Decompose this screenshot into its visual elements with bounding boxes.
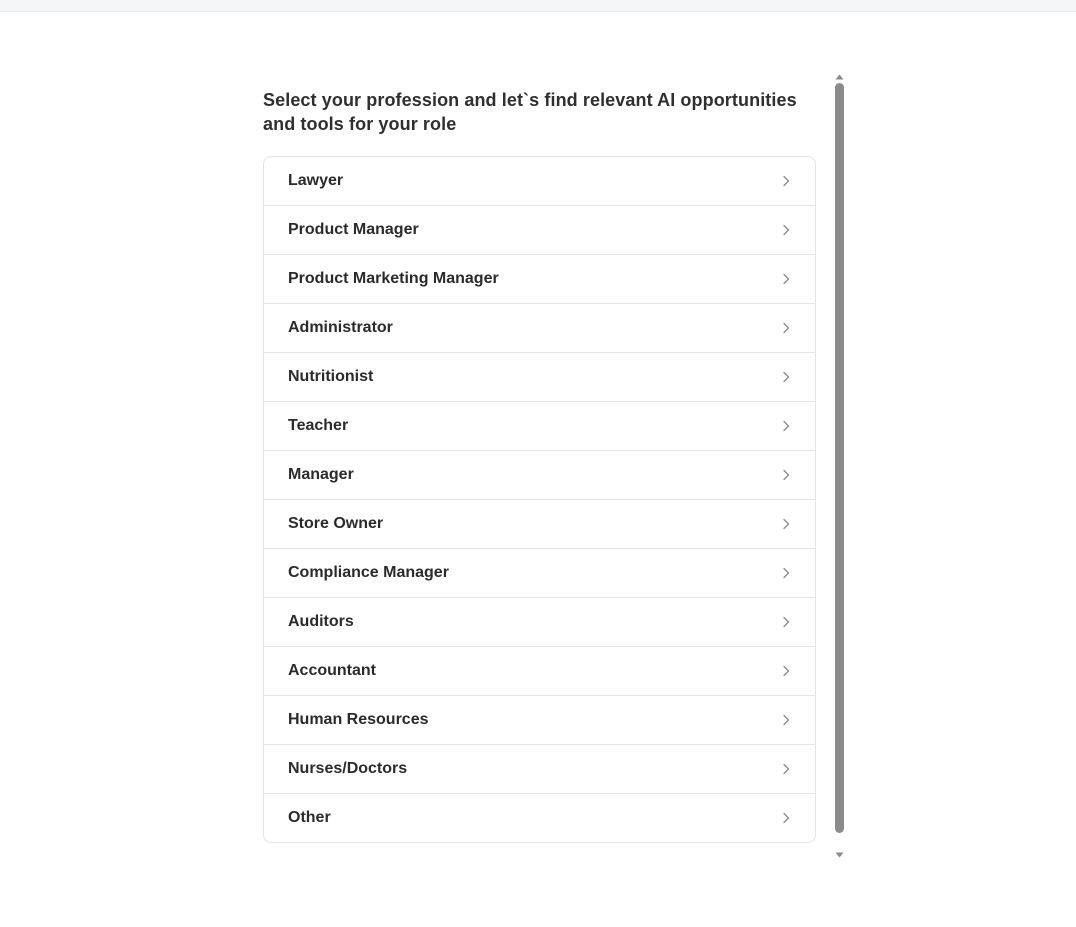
profession-item-compliance-manager[interactable]: [264, 549, 815, 598]
profession-label: Compliance Manager: [288, 564, 449, 581]
chevron-right-icon: [781, 322, 791, 334]
chevron-right-icon: [781, 763, 791, 775]
profession-item-product-marketing-manager[interactable]: [264, 255, 815, 304]
profession-label: Manager: [288, 466, 354, 483]
chevron-right-icon: [781, 714, 791, 726]
profession-item-auditors[interactable]: [264, 598, 815, 647]
profession-label: Auditors: [288, 613, 354, 630]
chevron-right-icon: [781, 616, 791, 628]
profession-label: Nutritionist: [288, 368, 374, 385]
profession-item-other[interactable]: [264, 794, 815, 842]
chevron-right-icon: [781, 665, 791, 677]
profession-selector: [263, 88, 816, 826]
chevron-right-icon: [781, 175, 791, 187]
profession-item-store-owner[interactable]: [264, 500, 815, 549]
profession-item-nurses-doctors[interactable]: [264, 745, 815, 794]
chevron-right-icon: [781, 224, 791, 236]
chevron-right-icon: [781, 420, 791, 432]
profession-label: Product Manager: [288, 221, 419, 238]
profession-label: Administrator: [288, 319, 393, 336]
chevron-right-icon: [781, 371, 791, 383]
profession-label: Nurses/Doctors: [288, 760, 408, 777]
scroll-down-arrow-icon[interactable]: [834, 847, 845, 857]
chevron-right-icon: [781, 518, 791, 530]
profession-label: Product Marketing Manager: [288, 270, 499, 287]
profession-item-nutritionist[interactable]: [264, 353, 815, 402]
profession-label: Lawyer: [288, 172, 344, 189]
scroll-up-arrow-icon[interactable]: [834, 69, 845, 79]
profession-list: [263, 156, 816, 843]
profession-label: Human Resources: [288, 711, 429, 728]
vertical-scrollbar[interactable]: [834, 69, 845, 857]
profession-label: Store Owner: [288, 515, 384, 532]
profession-item-administrator[interactable]: [264, 304, 815, 353]
profession-item-lawyer[interactable]: [264, 157, 815, 206]
profession-label: Accountant: [288, 662, 376, 679]
scrollbar-thumb[interactable]: [835, 83, 844, 833]
page-title: Select your profession and let`s find relevant AI opportunities and tools for your role: [263, 90, 797, 134]
profession-item-manager[interactable]: [264, 451, 815, 500]
chevron-right-icon: [781, 567, 791, 579]
profession-item-human-resources[interactable]: [264, 696, 815, 745]
profession-label: Teacher: [288, 417, 349, 434]
chevron-right-icon: [781, 273, 791, 285]
chevron-right-icon: [781, 812, 791, 824]
profession-item-teacher[interactable]: [264, 402, 815, 451]
chevron-right-icon: [781, 469, 791, 481]
top-header-bar: [0, 0, 1076, 12]
profession-item-accountant[interactable]: [264, 647, 815, 696]
profession-label: Other: [288, 809, 331, 826]
profession-item-product-manager[interactable]: [264, 206, 815, 255]
